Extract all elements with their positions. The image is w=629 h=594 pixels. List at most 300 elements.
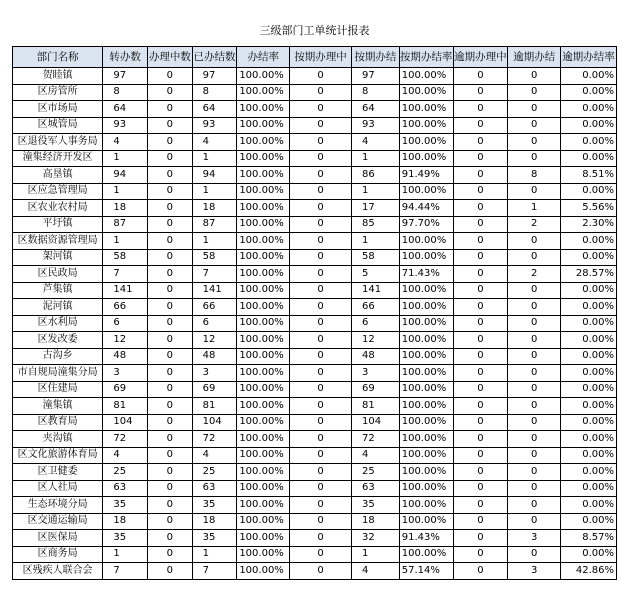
table-row: [13, 216, 617, 233]
col-ontime-completed-cell: 86: [352, 167, 400, 184]
col-department-cell: 区退役军人事务局: [13, 134, 103, 151]
table-row: [13, 68, 617, 85]
table-row: [13, 332, 617, 349]
col-ontime-in-progress-cell: 0: [290, 150, 352, 167]
col-completion-rate-cell: 100.00%: [237, 84, 290, 101]
col-ontime-in-progress-cell: 0: [290, 299, 352, 316]
col-overdue-rate-cell: 0.00%: [561, 398, 617, 415]
col-ontime-in-progress-cell: 0: [290, 249, 352, 266]
col-overdue-in-progress-header: 逾期办理中: [453, 47, 508, 68]
table-row: [13, 117, 617, 134]
col-ontime-completed-cell: 81: [352, 398, 400, 415]
col-overdue-rate-cell: 0.00%: [561, 464, 617, 481]
col-ontime-completed-cell: 4: [352, 447, 400, 464]
col-overdue-completed-cell: 0: [508, 101, 561, 118]
col-ontime-completed-cell: 93: [352, 117, 400, 134]
col-ontime-in-progress-cell: 0: [290, 365, 352, 382]
col-completion-rate-cell: 100.00%: [237, 414, 290, 431]
col-overdue-in-progress-cell: 0: [453, 398, 508, 415]
table-row: [13, 497, 617, 514]
col-overdue-completed-cell: 0: [508, 299, 561, 316]
table-row: [13, 530, 617, 547]
col-department-cell: 贺睦镇: [13, 68, 103, 85]
table-row: [13, 414, 617, 431]
col-completed-cell: 58: [192, 249, 237, 266]
col-overdue-in-progress-cell: 0: [453, 134, 508, 151]
col-completion-rate-cell: 100.00%: [237, 216, 290, 233]
col-ontime-in-progress-cell: 0: [290, 563, 352, 580]
col-ontime-rate-cell: 100.00%: [399, 68, 453, 85]
col-completed-cell: 4: [192, 134, 237, 151]
col-ontime-completed-cell: 66: [352, 299, 400, 316]
col-transferred-cell: 93: [103, 117, 148, 134]
col-in-progress-cell: 0: [148, 233, 193, 250]
col-overdue-rate-cell: 0.00%: [561, 183, 617, 200]
col-ontime-rate-cell: 91.49%: [399, 167, 453, 184]
col-in-progress-cell: 0: [148, 150, 193, 167]
col-completion-rate-cell: 100.00%: [237, 497, 290, 514]
col-department-cell: 架河镇: [13, 249, 103, 266]
col-overdue-in-progress-cell: 0: [453, 266, 508, 283]
col-ontime-completed-cell: 85: [352, 216, 400, 233]
col-overdue-in-progress-cell: 0: [453, 530, 508, 547]
col-ontime-completed-cell: 63: [352, 480, 400, 497]
col-overdue-rate-cell: 0.00%: [561, 414, 617, 431]
col-overdue-rate-cell: 0.00%: [561, 431, 617, 448]
report-table: [12, 46, 617, 580]
col-in-progress-cell: 0: [148, 332, 193, 349]
col-overdue-in-progress-cell: 0: [453, 315, 508, 332]
table-row: [13, 233, 617, 250]
col-completed-cell: 6: [192, 315, 237, 332]
col-completed-cell: 4: [192, 447, 237, 464]
col-ontime-rate-cell: 100.00%: [399, 332, 453, 349]
col-overdue-rate-cell: 2.30%: [561, 216, 617, 233]
col-ontime-completed-cell: 1: [352, 183, 400, 200]
table-row: [13, 546, 617, 563]
col-ontime-completed-cell: 1: [352, 233, 400, 250]
col-department-cell: 芦集镇: [13, 282, 103, 299]
col-overdue-rate-header: 逾期办结率: [561, 47, 617, 68]
col-transferred-cell: 1: [103, 546, 148, 563]
col-overdue-in-progress-cell: 0: [453, 563, 508, 580]
col-completion-rate-cell: 100.00%: [237, 68, 290, 85]
col-overdue-in-progress-cell: 0: [453, 497, 508, 514]
col-ontime-in-progress-cell: 0: [290, 398, 352, 415]
col-completion-rate-cell: 100.00%: [237, 480, 290, 497]
col-overdue-completed-cell: 0: [508, 480, 561, 497]
col-ontime-rate-cell: 100.00%: [399, 134, 453, 151]
col-in-progress-cell: 0: [148, 348, 193, 365]
col-completion-rate-cell: 100.00%: [237, 167, 290, 184]
col-ontime-completed-cell: 1: [352, 546, 400, 563]
table-row: [13, 513, 617, 530]
col-in-progress-cell: 0: [148, 464, 193, 481]
col-completed-cell: 7: [192, 563, 237, 580]
col-ontime-rate-cell: 100.00%: [399, 101, 453, 118]
col-ontime-in-progress-header: 按期办理中: [290, 47, 352, 68]
col-transferred-cell: 64: [103, 101, 148, 118]
col-overdue-completed-cell: 0: [508, 332, 561, 349]
col-ontime-completed-cell: 4: [352, 563, 400, 580]
col-in-progress-cell: 0: [148, 381, 193, 398]
col-ontime-in-progress-cell: 0: [290, 282, 352, 299]
col-overdue-in-progress-cell: 0: [453, 381, 508, 398]
col-in-progress-cell: 0: [148, 68, 193, 85]
col-in-progress-cell: 0: [148, 134, 193, 151]
table-row: [13, 282, 617, 299]
col-transferred-cell: 1: [103, 233, 148, 250]
col-completed-cell: 94: [192, 167, 237, 184]
col-completed-cell: 1: [192, 546, 237, 563]
col-transferred-cell: 87: [103, 216, 148, 233]
col-department-cell: 区应急管理局: [13, 183, 103, 200]
col-completion-rate-cell: 100.00%: [237, 200, 290, 217]
table-row: [13, 134, 617, 151]
col-department-header: 部门名称: [13, 47, 103, 68]
col-overdue-rate-cell: 0.00%: [561, 381, 617, 398]
col-overdue-in-progress-cell: 0: [453, 167, 508, 184]
col-transferred-cell: 72: [103, 431, 148, 448]
col-transferred-cell: 69: [103, 381, 148, 398]
col-completed-cell: 97: [192, 68, 237, 85]
col-completion-rate-cell: 100.00%: [237, 282, 290, 299]
col-overdue-completed-cell: 0: [508, 150, 561, 167]
table-row: [13, 431, 617, 448]
col-transferred-cell: 81: [103, 398, 148, 415]
col-in-progress-cell: 0: [148, 431, 193, 448]
col-completion-rate-cell: 100.00%: [237, 249, 290, 266]
col-transferred-cell: 35: [103, 530, 148, 547]
col-overdue-rate-cell: 0.00%: [561, 84, 617, 101]
col-completion-rate-cell: 100.00%: [237, 563, 290, 580]
col-overdue-completed-cell: 8: [508, 167, 561, 184]
col-overdue-rate-cell: 0.00%: [561, 282, 617, 299]
col-overdue-rate-cell: 42.86%: [561, 563, 617, 580]
col-overdue-rate-cell: 0.00%: [561, 101, 617, 118]
table-row: [13, 480, 617, 497]
col-completion-rate-cell: 100.00%: [237, 447, 290, 464]
col-overdue-rate-cell: 8.57%: [561, 530, 617, 547]
col-ontime-in-progress-cell: 0: [290, 497, 352, 514]
col-transferred-cell: 48: [103, 348, 148, 365]
col-in-progress-cell: 0: [148, 546, 193, 563]
table-row: [13, 200, 617, 217]
col-completion-rate-cell: 100.00%: [237, 381, 290, 398]
col-completion-rate-cell: 100.00%: [237, 134, 290, 151]
col-overdue-completed-cell: 0: [508, 315, 561, 332]
col-ontime-completed-cell: 1: [352, 150, 400, 167]
col-overdue-completed-cell: 0: [508, 381, 561, 398]
col-department-cell: 区教育局: [13, 414, 103, 431]
col-overdue-completed-cell: 3: [508, 563, 561, 580]
col-overdue-completed-cell: 0: [508, 546, 561, 563]
col-department-cell: 古沟乡: [13, 348, 103, 365]
table-row: [13, 183, 617, 200]
col-ontime-completed-header: 按期办结: [352, 47, 400, 68]
table-row: [13, 315, 617, 332]
col-transferred-cell: 97: [103, 68, 148, 85]
col-in-progress-cell: 0: [148, 480, 193, 497]
col-completion-rate-cell: 100.00%: [237, 332, 290, 349]
col-transferred-cell: 18: [103, 200, 148, 217]
col-in-progress-cell: 0: [148, 299, 193, 316]
col-overdue-in-progress-cell: 0: [453, 332, 508, 349]
col-completion-rate-cell: 100.00%: [237, 464, 290, 481]
col-transferred-cell: 1: [103, 150, 148, 167]
col-ontime-rate-cell: 100.00%: [399, 546, 453, 563]
col-ontime-completed-cell: 69: [352, 381, 400, 398]
col-in-progress-cell: 0: [148, 365, 193, 382]
col-overdue-in-progress-cell: 0: [453, 84, 508, 101]
table-body: [13, 68, 617, 580]
col-department-cell: 潼集经济开发区: [13, 150, 103, 167]
col-ontime-rate-cell: 100.00%: [399, 431, 453, 448]
col-ontime-completed-cell: 64: [352, 101, 400, 118]
col-completed-cell: 72: [192, 431, 237, 448]
col-completed-cell: 141: [192, 282, 237, 299]
col-overdue-rate-cell: 0.00%: [561, 480, 617, 497]
col-overdue-completed-cell: 2: [508, 216, 561, 233]
col-ontime-rate-cell: 100.00%: [399, 233, 453, 250]
col-completion-rate-cell: 100.00%: [237, 117, 290, 134]
col-department-cell: 高垦镇: [13, 167, 103, 184]
col-ontime-in-progress-cell: 0: [290, 134, 352, 151]
col-completed-cell: 12: [192, 332, 237, 349]
col-overdue-completed-cell: 0: [508, 134, 561, 151]
col-completed-cell: 66: [192, 299, 237, 316]
col-overdue-completed-cell: 0: [508, 447, 561, 464]
col-overdue-in-progress-cell: 0: [453, 150, 508, 167]
col-overdue-in-progress-cell: 0: [453, 200, 508, 217]
col-completed-cell: 3: [192, 365, 237, 382]
col-completed-cell: 1: [192, 150, 237, 167]
col-ontime-completed-cell: 5: [352, 266, 400, 283]
col-transferred-header: 转办数: [103, 47, 148, 68]
col-overdue-in-progress-cell: 0: [453, 117, 508, 134]
col-ontime-completed-cell: 12: [352, 332, 400, 349]
col-overdue-completed-cell: 2: [508, 266, 561, 283]
col-overdue-rate-cell: 0.00%: [561, 299, 617, 316]
col-overdue-rate-cell: 0.00%: [561, 546, 617, 563]
col-in-progress-cell: 0: [148, 200, 193, 217]
col-ontime-completed-cell: 17: [352, 200, 400, 217]
col-overdue-completed-header: 逾期办结: [508, 47, 561, 68]
col-in-progress-cell: 0: [148, 414, 193, 431]
col-ontime-in-progress-cell: 0: [290, 233, 352, 250]
col-department-cell: 区住建局: [13, 381, 103, 398]
col-department-cell: 区卫健委: [13, 464, 103, 481]
col-in-progress-cell: 0: [148, 216, 193, 233]
col-completion-rate-cell: 100.00%: [237, 299, 290, 316]
col-completion-rate-cell: 100.00%: [237, 233, 290, 250]
col-overdue-in-progress-cell: 0: [453, 68, 508, 85]
col-transferred-cell: 25: [103, 464, 148, 481]
table-row: [13, 365, 617, 382]
col-completed-cell: 87: [192, 216, 237, 233]
table-row: [13, 348, 617, 365]
col-ontime-in-progress-cell: 0: [290, 464, 352, 481]
col-overdue-completed-cell: 0: [508, 414, 561, 431]
col-ontime-rate-cell: 100.00%: [399, 365, 453, 382]
col-ontime-rate-cell: 100.00%: [399, 315, 453, 332]
col-department-cell: 夹沟镇: [13, 431, 103, 448]
col-overdue-rate-cell: 0.00%: [561, 233, 617, 250]
col-department-cell: 区房管所: [13, 84, 103, 101]
col-department-cell: 区民政局: [13, 266, 103, 283]
col-ontime-in-progress-cell: 0: [290, 513, 352, 530]
col-transferred-cell: 58: [103, 249, 148, 266]
col-overdue-completed-cell: 0: [508, 117, 561, 134]
col-overdue-in-progress-cell: 0: [453, 464, 508, 481]
col-completed-header: 已办结数: [192, 47, 237, 68]
col-in-progress-cell: 0: [148, 167, 193, 184]
col-transferred-cell: 1: [103, 183, 148, 200]
col-ontime-rate-cell: 100.00%: [399, 117, 453, 134]
col-completed-cell: 104: [192, 414, 237, 431]
col-in-progress-cell: 0: [148, 447, 193, 464]
col-overdue-completed-cell: 0: [508, 513, 561, 530]
col-overdue-in-progress-cell: 0: [453, 233, 508, 250]
col-ontime-in-progress-cell: 0: [290, 332, 352, 349]
table-row: [13, 167, 617, 184]
col-department-cell: 区残疾人联合会: [13, 563, 103, 580]
col-department-cell: 区医保局: [13, 530, 103, 547]
col-overdue-completed-cell: 0: [508, 348, 561, 365]
col-ontime-in-progress-cell: 0: [290, 68, 352, 85]
col-ontime-in-progress-cell: 0: [290, 117, 352, 134]
col-ontime-rate-cell: 57.14%: [399, 563, 453, 580]
col-ontime-completed-cell: 97: [352, 68, 400, 85]
col-department-cell: 区人社局: [13, 480, 103, 497]
col-completed-cell: 18: [192, 513, 237, 530]
col-ontime-rate-cell: 100.00%: [399, 282, 453, 299]
col-overdue-rate-cell: 0.00%: [561, 68, 617, 85]
col-transferred-cell: 35: [103, 497, 148, 514]
col-ontime-in-progress-cell: 0: [290, 381, 352, 398]
col-overdue-rate-cell: 0.00%: [561, 497, 617, 514]
col-overdue-in-progress-cell: 0: [453, 447, 508, 464]
col-in-progress-cell: 0: [148, 513, 193, 530]
col-ontime-rate-cell: 100.00%: [399, 398, 453, 415]
col-transferred-cell: 12: [103, 332, 148, 349]
col-overdue-in-progress-cell: 0: [453, 348, 508, 365]
col-completion-rate-cell: 100.00%: [237, 431, 290, 448]
col-completion-rate-cell: 100.00%: [237, 150, 290, 167]
col-ontime-in-progress-cell: 0: [290, 414, 352, 431]
col-overdue-rate-cell: 0.00%: [561, 117, 617, 134]
col-overdue-completed-cell: 0: [508, 431, 561, 448]
col-overdue-in-progress-cell: 0: [453, 414, 508, 431]
col-ontime-rate-cell: 100.00%: [399, 84, 453, 101]
col-overdue-rate-cell: 0.00%: [561, 365, 617, 382]
col-ontime-completed-cell: 25: [352, 464, 400, 481]
col-ontime-in-progress-cell: 0: [290, 447, 352, 464]
col-ontime-rate-cell: 100.00%: [399, 480, 453, 497]
report-title: 三级部门工单统计报表: [259, 24, 370, 37]
col-transferred-cell: 3: [103, 365, 148, 382]
col-completion-rate-cell: 100.00%: [237, 398, 290, 415]
col-in-progress-cell: 0: [148, 315, 193, 332]
col-completed-cell: 35: [192, 530, 237, 547]
col-overdue-rate-cell: 0.00%: [561, 134, 617, 151]
col-transferred-cell: 63: [103, 480, 148, 497]
col-department-cell: 平圩镇: [13, 216, 103, 233]
col-transferred-cell: 4: [103, 134, 148, 151]
col-ontime-in-progress-cell: 0: [290, 101, 352, 118]
col-completed-cell: 64: [192, 101, 237, 118]
col-ontime-in-progress-cell: 0: [290, 216, 352, 233]
col-ontime-rate-cell: 71.43%: [399, 266, 453, 283]
col-ontime-completed-cell: 141: [352, 282, 400, 299]
col-completed-cell: 69: [192, 381, 237, 398]
col-overdue-in-progress-cell: 0: [453, 480, 508, 497]
table-row: [13, 464, 617, 481]
col-in-progress-cell: 0: [148, 84, 193, 101]
col-overdue-completed-cell: 0: [508, 282, 561, 299]
col-overdue-rate-cell: 28.57%: [561, 266, 617, 283]
col-overdue-completed-cell: 0: [508, 464, 561, 481]
col-in-progress-cell: 0: [148, 398, 193, 415]
col-ontime-in-progress-cell: 0: [290, 315, 352, 332]
col-completion-rate-cell: 100.00%: [237, 183, 290, 200]
table-row: [13, 266, 617, 283]
col-department-cell: 市自规局潼集分局: [13, 365, 103, 382]
col-department-cell: 区交通运输局: [13, 513, 103, 530]
col-completion-rate-cell: 100.00%: [237, 315, 290, 332]
col-ontime-completed-cell: 35: [352, 497, 400, 514]
col-ontime-in-progress-cell: 0: [290, 183, 352, 200]
col-overdue-completed-cell: 0: [508, 84, 561, 101]
col-completion-rate-cell: 100.00%: [237, 101, 290, 118]
col-in-progress-cell: 0: [148, 497, 193, 514]
col-overdue-completed-cell: 1: [508, 200, 561, 217]
col-overdue-completed-cell: 0: [508, 183, 561, 200]
col-ontime-rate-header: 按期办结率: [399, 47, 453, 68]
col-ontime-in-progress-cell: 0: [290, 530, 352, 547]
col-completed-cell: 8: [192, 84, 237, 101]
col-overdue-in-progress-cell: 0: [453, 299, 508, 316]
col-overdue-rate-cell: 8.51%: [561, 167, 617, 184]
col-ontime-completed-cell: 3: [352, 365, 400, 382]
col-overdue-completed-cell: 3: [508, 530, 561, 547]
col-in-progress-cell: 0: [148, 266, 193, 283]
col-overdue-completed-cell: 0: [508, 249, 561, 266]
col-completed-cell: 93: [192, 117, 237, 134]
col-ontime-rate-cell: 100.00%: [399, 447, 453, 464]
col-ontime-in-progress-cell: 0: [290, 84, 352, 101]
col-completed-cell: 25: [192, 464, 237, 481]
col-overdue-in-progress-cell: 0: [453, 282, 508, 299]
col-in-progress-cell: 0: [148, 117, 193, 134]
col-ontime-completed-cell: 8: [352, 84, 400, 101]
col-transferred-cell: 8: [103, 84, 148, 101]
col-department-cell: 泥河镇: [13, 299, 103, 316]
col-completed-cell: 48: [192, 348, 237, 365]
col-ontime-rate-cell: 100.00%: [399, 348, 453, 365]
col-overdue-rate-cell: 0.00%: [561, 150, 617, 167]
col-department-cell: 区数据资源管理局: [13, 233, 103, 250]
col-department-cell: 区文化旅游体育局: [13, 447, 103, 464]
col-completion-rate-cell: 100.00%: [237, 530, 290, 547]
table-row: [13, 299, 617, 316]
col-ontime-rate-cell: 100.00%: [399, 299, 453, 316]
col-transferred-cell: 6: [103, 315, 148, 332]
col-transferred-cell: 7: [103, 266, 148, 283]
col-in-progress-cell: 0: [148, 282, 193, 299]
col-in-progress-cell: 0: [148, 249, 193, 266]
col-overdue-in-progress-cell: 0: [453, 101, 508, 118]
